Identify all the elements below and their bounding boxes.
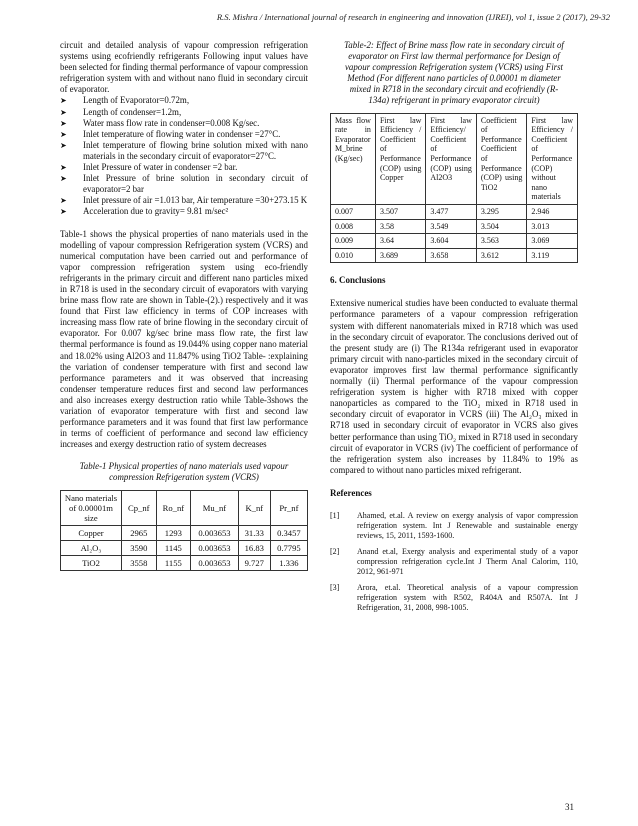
table2-caption: Table-2: Effect of Brine mass flow rate in secondary circuit of evaporator on First law thermal performance for Design of vapour compression Refrigeration system (VCRS) using First Method (For different nano particles of 0.00001 m diameter mixed in R718 in the secondary circuit and ecofriendly (R-134a) refrigerant in primary evaporator circuit) xyxy=(344,40,564,106)
table-cell: 3.612 xyxy=(476,248,527,263)
table-cell: 9.727 xyxy=(238,555,270,570)
arrow-bullet-icon: ➤ xyxy=(60,163,67,173)
table-header-cell: Nano materials of 0.00001m size xyxy=(61,490,122,525)
table-cell: 3.64 xyxy=(375,234,425,249)
table-cell: Copper xyxy=(61,525,122,540)
table-cell: 2965 xyxy=(122,525,157,540)
table1-caption: Table-1 Physical properties of nano materials used vapour compression Refrigeration system (VCRS) xyxy=(79,461,289,483)
bullet-item: ➤ Inlet Pressure of water in condenser =2 bar. xyxy=(60,162,238,173)
arrow-bullet-icon: ➤ xyxy=(60,96,67,106)
bullet-item: ➤ Inlet temperature of flowing water in condenser =27°C. xyxy=(60,128,281,139)
bullet-item: ➤ Length of Evaporator=0.72m, xyxy=(60,95,190,106)
right-column xyxy=(330,40,578,619)
table-cell: 0.003653 xyxy=(191,540,239,555)
table-header-cell: Pr_nf xyxy=(270,490,307,525)
arrow-bullet-icon: ➤ xyxy=(60,196,67,206)
table-row xyxy=(331,248,578,263)
table-header-cell: Ro_nf xyxy=(156,490,191,525)
results-paragraph: Table-1 shows the physical properties of nano materials used in the modelling of vapour compression Refrigeration system (VCRS) and numerical computation have been carried out and performance of vapor compression refrigeration system using eco-friendly refrigerants in the primary circuit and different nano particles mixed in R718 is used in the secondary circuit of evaporators with varying brine mass flow rate are shown in Table-(2).) respectively and it was found that First law efficiency in terms of COP increases with increasing mass flow rate of brine flowing in the secondary circuit of evaporator. For 0.007 kg/sec brine mass flow rate, the first law thermal performance is found as 19.044% using copper nano material and 18.02% using Al2O3 and 11.847% using TiO2 Table- :explaining the variation of condenser temperature with first and second law performance parameters and it was observed that increasing condenser temperature reduces first and second law performances and also increases exergy destruction ratio while Table-3shows the variation of evaporator temperature with first and second law performance parameters and it was found that first law performance in terms of coefficient of performance and second law efficiency increases and exergy destruction ratio of system decreases xyxy=(60,228,308,450)
reference-number: [2] xyxy=(330,546,340,556)
table-header-cell: K_nf xyxy=(238,490,270,525)
table-row xyxy=(331,219,578,234)
table-cell: 0.007 xyxy=(331,204,376,219)
references-list xyxy=(330,511,578,613)
table-cell: 16.83 xyxy=(238,540,270,555)
arrow-bullet-icon: ➤ xyxy=(60,107,67,117)
table-cell: 3.604 xyxy=(426,234,476,249)
table-header-row xyxy=(331,113,578,204)
table-1 xyxy=(60,490,308,571)
reference-text: Ahamed, et.al. A review on exergy analysis of vapor compression refrigeration system. Int J Renewable and sustainable energy reviews, 15, 2011, 1593-1600. xyxy=(357,510,578,540)
table-cell: 0.008 xyxy=(331,219,376,234)
table-cell: 3590 xyxy=(122,540,157,555)
table-cell: 0.009 xyxy=(331,234,376,249)
table-cell: Al₂O₃ xyxy=(61,540,122,555)
table-row xyxy=(61,525,308,540)
table-cell: 3.504 xyxy=(476,219,527,234)
left-column xyxy=(60,40,308,571)
conclusions-paragraph: Extensive numerical studies have been conducted to evaluate thermal performance parameters of a vapour compression refrigeration system with different nanomaterials mixed in R718 which was used in the secondary circuit of evaporator. The conclusions derived out of the present study are (i) The R134a refrigerant used in evaporator primary circuit with nano-particles mixed in the secondary circuit of evaporator improves first law thermal performance significantly normally (ii) Thermal performance of the vapour compression refrigeration system is higher with R718 mixed with copper nanoparticles as compared to the TiO₂ mixed in R718 used in secondary circuit of evaporator in VCRS (iii) The Al₂O₃ mixed in R718 used in secondary circuit of evaporator in VCRS also gives better performance than using TiO₂ mixed in R718 used in secondary circuit of evaporator in VCRS (iv) The coefficient of performance of the refrigeration system also increases by 11.84% to 19% as compared to without nano particles mixed refrigerant. xyxy=(330,298,578,475)
bullet-item: ➤ Inlet temperature of flowing brine solution mixed with nano materials in the secondary circuit of evaporator=27°C. xyxy=(60,139,308,161)
table-header-cell: Mu_nf xyxy=(191,490,239,525)
table-cell: 0.3457 xyxy=(270,525,307,540)
running-header: R.S. Mishra / International journal of research in engineering and innovation (IJREI), vol 1, issue 2 (2017), 29-32 xyxy=(216,12,610,22)
intro-paragraph: circuit and detailed analysis of vapour compression refrigeration systems using ecofriendly refrigerants Following input values have been selected for finding thermal performance of vapour compression refrigeration system with and without nano fluid in secondary circuit of evaporator. xyxy=(60,40,308,95)
table-header-cell: First law Efficiency/ Coefficient of Performance (COP) using Al2O3 xyxy=(426,113,476,204)
reference-text: Arora, et.al. Theoretical analysis of a vapour compression refrigeration system with R502, R404A and R507A. Int J Refrigeration, 31, 2008, 998-1005. xyxy=(357,582,578,612)
table-cell: 0.003653 xyxy=(191,525,239,540)
reference-number: [3] xyxy=(330,582,340,592)
bullet-item: ➤ Water mass flow rate in condenser=0.008 Kg/sec. xyxy=(60,117,260,128)
bullet-item: ➤ Inlet pressure of air =1.013 bar, Air temperature =30+273.15 K xyxy=(60,195,308,206)
table-cell: 0.003653 xyxy=(191,555,239,570)
bullet-item: ➤ Inlet Pressure of brine solution in secondary circuit of evaporator=2 bar xyxy=(60,173,308,195)
arrow-bullet-icon: ➤ xyxy=(60,118,67,128)
table-header-cell: Mass flow rate in Evaporator M_brine (Kg/sec) xyxy=(331,113,376,204)
table-cell: 3.689 xyxy=(375,248,425,263)
table-cell: 0.7795 xyxy=(270,540,307,555)
table-header-cell: First law Efficiency / Coefficient of Performance (COP) without nano materials xyxy=(527,113,578,204)
bullet-item: ➤ Acceleration due to gravity= 9.81 m/sec² xyxy=(60,206,229,217)
table-cell: 0.010 xyxy=(331,248,376,263)
table-cell: 31.33 xyxy=(238,525,270,540)
table-header-cell: First law Efficiency / Coefficient of Performance (COP) using Copper xyxy=(375,113,425,204)
arrow-bullet-icon: ➤ xyxy=(60,129,67,139)
input-values-list xyxy=(60,95,308,217)
table-cell: 3.477 xyxy=(426,204,476,219)
table-cell: 3.295 xyxy=(476,204,527,219)
reference-item xyxy=(330,511,578,541)
table-cell: 2.946 xyxy=(527,204,578,219)
table-cell: 1145 xyxy=(156,540,191,555)
table-cell: 3558 xyxy=(122,555,157,570)
table-cell: TiO2 xyxy=(61,555,122,570)
table-cell: 1293 xyxy=(156,525,191,540)
arrow-bullet-icon: ➤ xyxy=(60,174,67,184)
reference-text: Anand et.al, Exergy analysis and experimental study of a vapor compression refrigeration cycle.Int J Therm Anal Calorim, 110, 2012, 961-971 xyxy=(357,546,578,576)
table-cell: 3.013 xyxy=(527,219,578,234)
reference-number: [1] xyxy=(330,510,340,520)
arrow-bullet-icon: ➤ xyxy=(60,207,67,217)
table-cell: 1.336 xyxy=(270,555,307,570)
table-row xyxy=(331,234,578,249)
table-header-cell: Coefficient of Performance Coefficient of Performance (COP) using TiO2 xyxy=(476,113,527,204)
table-header-cell: Cp_nf xyxy=(122,490,157,525)
reference-item xyxy=(330,583,578,613)
table-cell: 3.069 xyxy=(527,234,578,249)
bullet-item: ➤ Length of condenser=1.2m, xyxy=(60,106,182,117)
table-row xyxy=(61,540,308,555)
table-cell: 1155 xyxy=(156,555,191,570)
table-cell: 3.658 xyxy=(426,248,476,263)
table-cell: 3.119 xyxy=(527,248,578,263)
table-2 xyxy=(330,113,578,264)
table-cell: 3.549 xyxy=(426,219,476,234)
arrow-bullet-icon: ➤ xyxy=(60,140,67,150)
references-heading: References xyxy=(330,487,372,498)
table-cell: 3.58 xyxy=(375,219,425,234)
reference-item xyxy=(330,547,578,577)
table-header-row xyxy=(61,490,308,525)
conclusions-heading: 6. Conclusions xyxy=(330,275,386,286)
page-number: 31 xyxy=(565,802,574,812)
table-row xyxy=(61,555,308,570)
table-cell: 3.563 xyxy=(476,234,527,249)
table-cell: 3.507 xyxy=(375,204,425,219)
table-row xyxy=(331,204,578,219)
